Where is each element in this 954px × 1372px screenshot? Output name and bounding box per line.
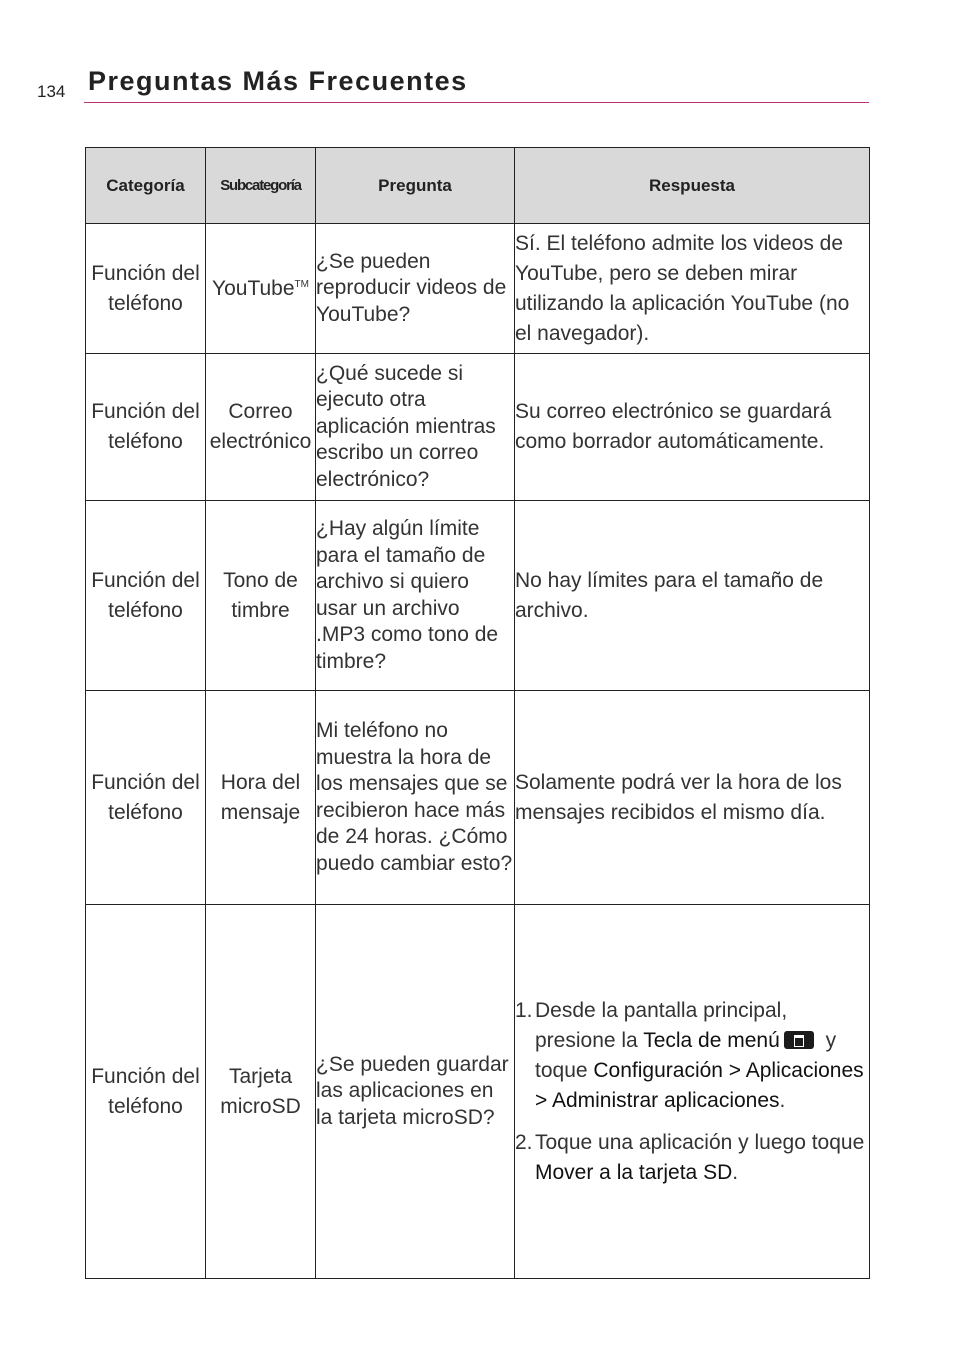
category-cell: Función del teléfono <box>86 905 206 1279</box>
category-cell: Función del teléfono <box>86 354 206 501</box>
header-answer: Respuesta <box>515 148 870 224</box>
answer-cell: No hay límites para el tamaño de archivo. <box>515 501 870 691</box>
table-row <box>86 224 870 354</box>
table-row <box>86 501 870 691</box>
step-text: Desde la pantalla principal, presione la <box>535 998 788 1052</box>
header-category: Categoría <box>86 148 206 224</box>
step-text: Toque una aplicación y luego toque <box>535 1130 865 1154</box>
answer-cell: Su correo electrónico se guardará como borrador automáticamente. <box>515 354 870 501</box>
question-cell: Mi teléfono no muestra la hora de los mensajes que se recibieron hace más de 24 horas. ¿Cómo puedo cambiar esto? <box>316 691 515 905</box>
answer-cell: Sí. El teléfono admite los videos de YouTube, pero se deben mirar utilizando la aplicación YouTube (no el navegador). <box>515 224 870 354</box>
step-text: . <box>732 1160 739 1184</box>
question-cell: ¿Se pueden guardar las aplicaciones en la tarjeta microSD? <box>316 905 515 1279</box>
menu-key-icon <box>784 1031 814 1049</box>
page-title: Preguntas Más Frecuentes <box>88 66 468 96</box>
step-text: . <box>779 1088 786 1112</box>
answer-cell: Solamente podrá ver la hora de los mensajes recibidos el mismo día. <box>515 691 870 905</box>
page-number: 134 <box>37 82 66 101</box>
question-cell: ¿Qué sucede si ejecuto otra aplicación mientras escribo un correo electrónico? <box>316 354 515 501</box>
subcategory-cell: Tarjeta microSD <box>206 905 316 1279</box>
subcategory-cell: Tono de timbre <box>206 501 316 691</box>
category-cell: Función del teléfono <box>86 691 206 905</box>
category-cell: Función del teléfono <box>86 224 206 354</box>
move-to-sd-label: Mover a la tarjeta SD <box>535 1160 733 1184</box>
menu-key-label: Tecla de menú <box>643 1028 780 1052</box>
header-question: Pregunta <box>316 148 515 224</box>
question-cell: ¿Se pueden reproducir videos de YouTube? <box>316 224 515 354</box>
step-number: 2. <box>515 1130 533 1154</box>
question-cell: ¿Hay algún límite para el tamaño de archivo si quiero usar un archivo .MP3 como tono de timbre? <box>316 501 515 691</box>
answer-step <box>515 1128 869 1188</box>
subcategory-cell: Hora del mensaje <box>206 691 316 905</box>
table-row <box>86 905 870 1279</box>
category-cell: Función del teléfono <box>86 501 206 691</box>
faq-table <box>85 147 870 1279</box>
settings-path-label: Configuración > Aplicaciones > Administrar aplicaciones <box>535 1058 864 1112</box>
header-subcategory: Subcategoría <box>206 148 316 224</box>
subcategory-label: YouTube <box>212 276 295 300</box>
step-text: y toque <box>535 1028 837 1082</box>
subcategory-cell <box>206 224 316 354</box>
table-row <box>86 354 870 501</box>
title-divider <box>84 102 869 103</box>
answer-step <box>515 996 869 1116</box>
trademark-mark: TM <box>294 278 309 290</box>
answer-cell <box>515 905 870 1279</box>
table-header-row <box>86 148 870 224</box>
subcategory-cell: Correo electrónico <box>206 354 316 501</box>
answer-steps <box>515 996 869 1188</box>
table-row <box>86 691 870 905</box>
step-number: 1. <box>515 998 533 1022</box>
